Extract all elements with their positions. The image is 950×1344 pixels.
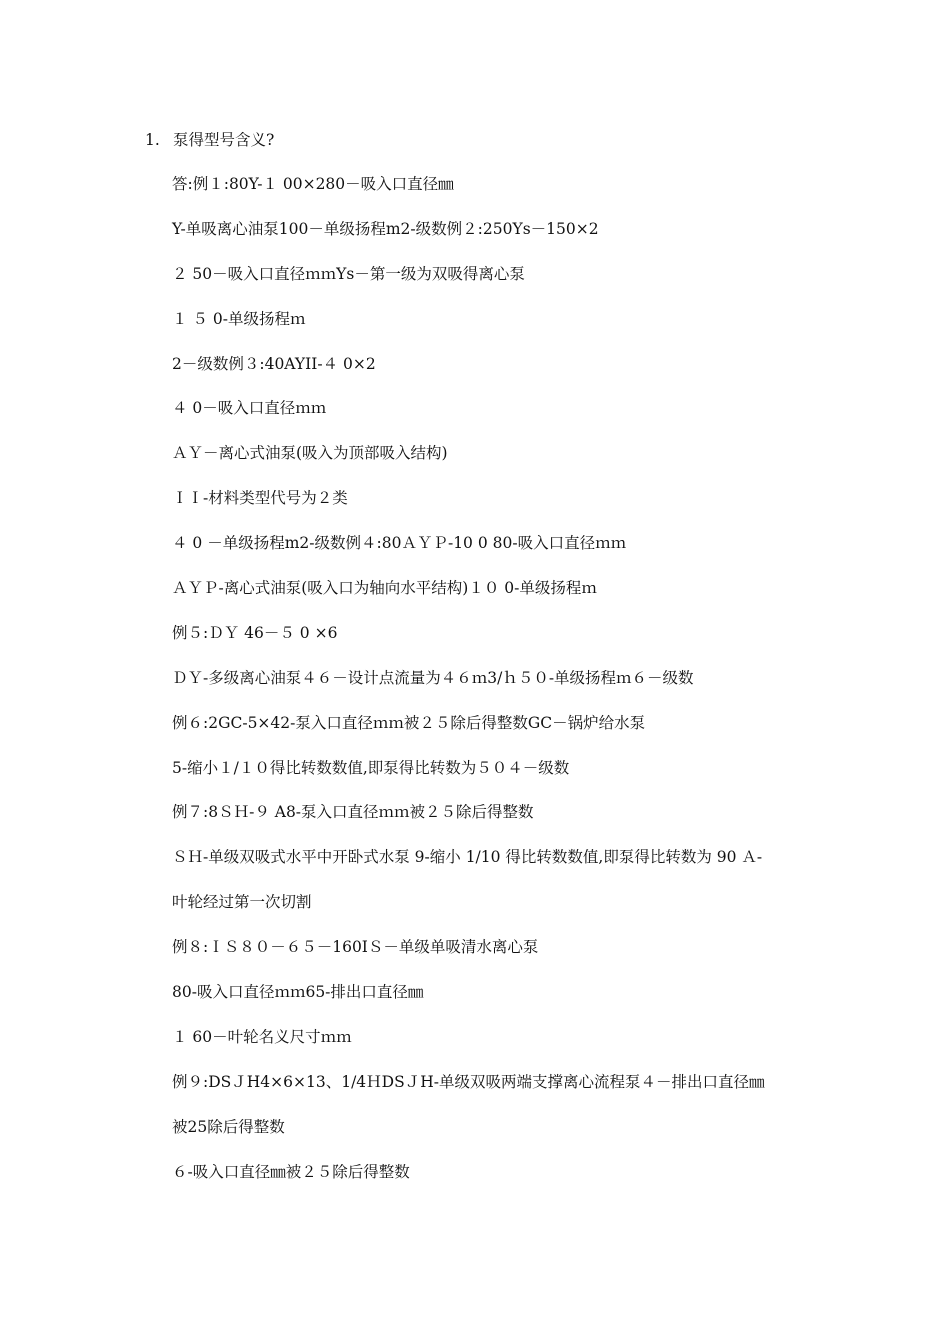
text-line: 80-吸入口直径ｍｍ65-排出口直径㎜: [172, 983, 424, 1002]
text-line: 例８:ＩＳ８０－６５－160IＳ－单级单吸清水离心泵: [172, 938, 539, 957]
text-line: ＳＨ-单级双吸式水平中开卧式水泵 9-缩小 1/10 得比转数数值,即泵得比转数为 90 Ａ-: [172, 848, 763, 867]
text-line: 答:例１:80Y-１ 00×280－吸入口直径㎜: [172, 175, 454, 193]
text-line: ＡＹＰ-离心式油泵(吸入口为轴向水平结构)１０ 0-单级扬程ｍ: [172, 579, 597, 598]
question-number: 1.: [145, 131, 160, 149]
text-line: 例６:2GC-5×42-泵入口直径ｍｍ被２５除后得整数GC－锅炉给水泵: [172, 713, 646, 732]
text-line: 例９:DSＪH4×6×13、1/4ＨDSＪH-单级双吸两端支撑离心流程泵４－排出口直径㎜: [172, 1072, 765, 1091]
text-line: 被25除后得整数: [172, 1117, 285, 1136]
question-heading: [145, 128, 274, 152]
text-line: ４ 0－吸入口直径ｍｍ: [172, 399, 327, 418]
text-line: 例７:8ＳＨ-９ A8-泵入口直径ｍｍ被２５除后得整数: [172, 803, 534, 822]
question-text: 泵得型号含义?: [173, 131, 275, 149]
text-line: ＡＹ－离心式油泵(吸入为顶部吸入结构): [172, 444, 448, 463]
text-line: Y-单吸离心油泵100－单级扬程m2-级数例２:250Ys－150×2: [172, 219, 599, 238]
text-line: ６-吸入口直径㎜被２５除后得整数: [172, 1162, 410, 1181]
text-line: 2－级数例３:40AYII-４ 0×2: [172, 354, 376, 373]
text-line: 例５:ＤＹ 46－５ 0 ×6: [172, 623, 338, 642]
text-line: １ ５ 0-单级扬程ｍ: [172, 309, 306, 328]
text-line: ２ 50－吸入口直径ｍｍYs－第一级为双吸得离心泵: [172, 264, 525, 283]
text-line: ４ 0 －单级扬程m2-级数例４:80ＡＹＰ-10 0 80-吸入口直径ｍｍ: [172, 534, 627, 553]
text-line: ＩＩ-材料类型代号为２类: [172, 489, 348, 508]
text-line: 叶轮经过第一次切割: [172, 893, 312, 912]
answer-body: [172, 172, 822, 1204]
text-line: １ 60－叶轮名义尺寸ｍｍ: [172, 1027, 352, 1046]
text-line: 5-缩小１/１０得比转数数值,即泵得比转数为５０４－级数: [172, 758, 570, 777]
text-line: ＤＹ-多级离心油泵４６－设计点流量为４６ｍ3/ｈ５０-单级扬程ｍ６－级数: [172, 668, 694, 687]
